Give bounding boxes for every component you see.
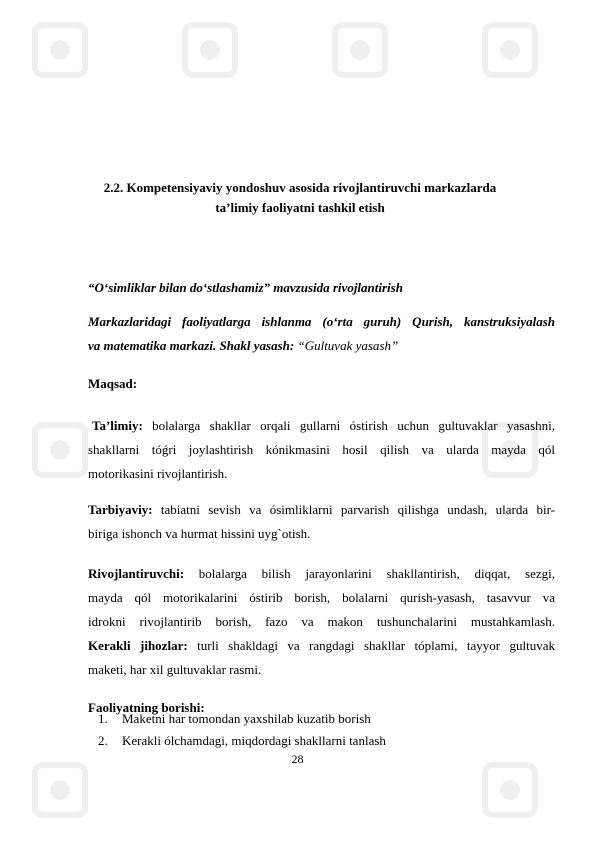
section-title-line1: 2.2. Kompetensiyaviy yondoshuv asosida rivojlantiruvchi markazlarda [103,180,497,195]
steps-list [98,708,386,752]
watermark-icon [30,20,90,80]
process-heading: Faoliyatning borishi: [88,700,205,715]
centers-line2-italic: “Gultuvak yasash” [294,338,399,353]
materials-line2: maketi, har xil gultuvaklar rasmi. [88,662,262,677]
educational-line2: shakllarni tóǵri joylashtirish kónikmasini hosil qilish va ularda mayda qól [88,442,555,457]
upbringing-line1 [88,498,555,522]
goal-heading: Maqsad: [88,376,138,391]
section-title-line2: taʼlimiy faoliyatni tashkil etish [215,200,385,215]
developmental-line1 [88,562,555,586]
developmental-label: Rivojlantiruvchi: [88,566,185,581]
page-number: 28 [291,752,304,766]
topic-line: “O‘simliklar bilan do‘stlashamiz” mavzusida rivojlantirish [88,280,403,295]
list-item-text: Kerakli ólchamdagi, miqdordagi shakllarni tanlash [122,733,386,748]
centers-line2 [88,334,555,358]
list-item-number: 2. [98,733,108,748]
developmental-line3: idrokni rivojlantirib borish, fazo va makon tushunchalarini mustahkamlash. [88,614,555,629]
watermark-icon [330,20,390,80]
upbringing-text1: tabiatni sevish va ósimliklarni parvarish qilishga undash, ularda bir- [152,502,555,517]
upbringing-paragraph [88,498,555,546]
upbringing-label: Tarbiyaviy: [88,502,153,517]
watermark-icon [180,20,240,80]
materials-label: Kerakli jihozlar: [88,638,188,653]
educational-text1: bolalarga shakllar orqali gullarni óstirish uchun gultuvaklar yasashni, [142,418,555,433]
centers-paragraph [88,310,555,358]
developmental-paragraph [88,562,555,634]
centers-line2-bold: va matematika markazi. Shakl yasash: [88,338,295,353]
educational-line1 [88,414,555,438]
watermark-icon [480,20,540,80]
list-item-text: Maketni har tomondan yaxshilab kuzatib borish [122,711,371,726]
materials-text1: turli shakldagi va rangdagi shakllar tóplami, tayyor gultuvak [187,638,555,653]
upbringing-line2: biriga ishonch va hurmat hissini uyg`otish. [88,526,311,541]
developmental-text1: bolalarga bilish jarayonlarini shakllantirish, diqqat, sezgi, [184,566,555,581]
educational-line3: motorikasini rivojlantirish. [88,466,228,481]
section-title [90,178,510,218]
watermark-icon [30,760,90,820]
educational-label: Taʼlimiy: [92,418,143,433]
centers-line1: Markazlaridagi faoliyatlarga ishlanma (o‘rta guruh) Qurish, kanstruksiyalash [88,314,555,329]
watermark-icon [480,760,540,820]
educational-paragraph [88,414,555,486]
developmental-line2: mayda qól motorikalarini óstirib borish, bolalarni qurish-yasash, tasavvur va [88,590,555,605]
materials-line1 [88,634,555,658]
materials-paragraph [88,634,555,682]
list-item [98,730,386,752]
watermark-icon [30,420,90,480]
list-item [98,708,386,730]
list-item-number: 1. [98,711,108,726]
